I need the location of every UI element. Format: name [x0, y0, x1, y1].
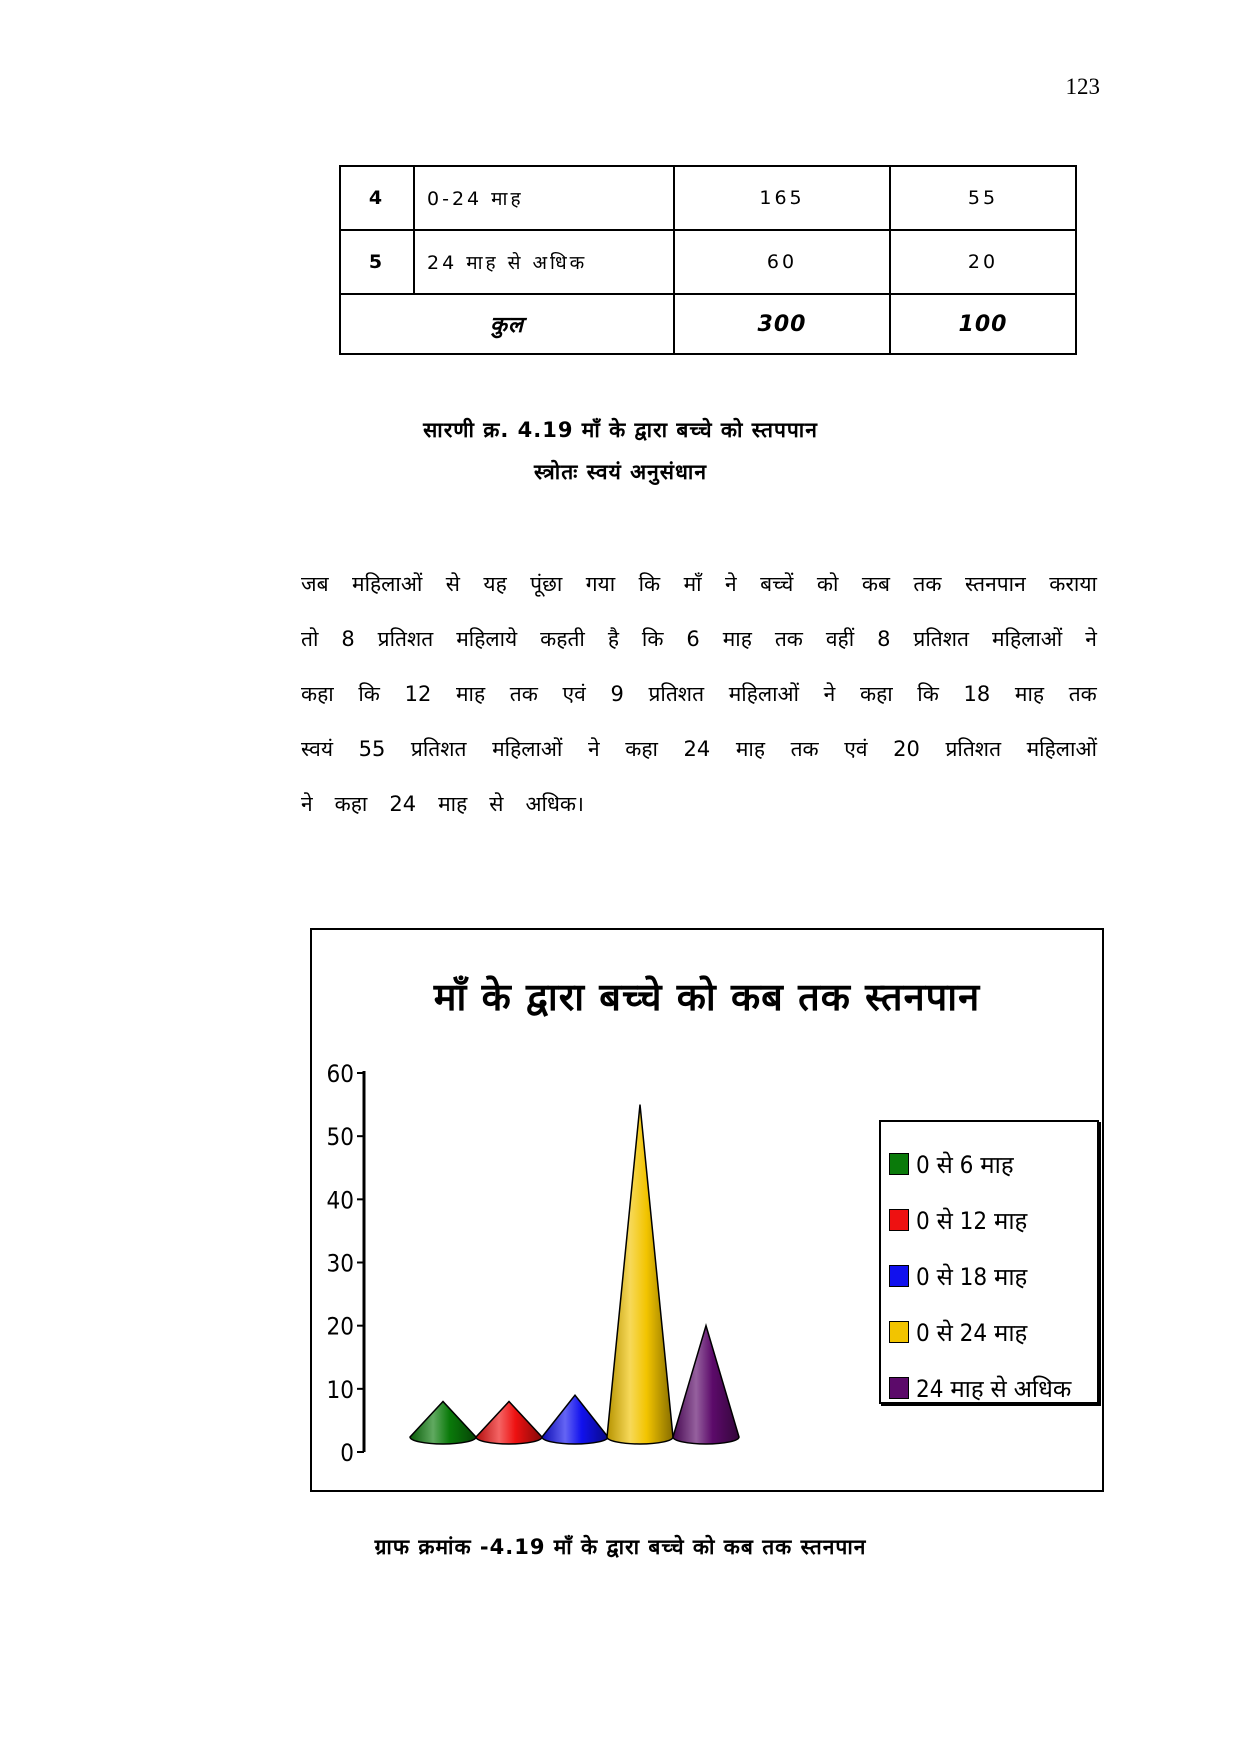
table-cell-sn: 4 [340, 166, 414, 230]
legend-swatch [889, 1209, 909, 1231]
paragraph-word: प्रतिशत [410, 737, 467, 761]
paragraph-word: कराया [1049, 572, 1097, 596]
paragraph-word: 8 [877, 627, 891, 651]
paragraph-word: कि [358, 682, 380, 706]
paragraph-word: वहीं [825, 627, 855, 651]
paragraph-word: कि [917, 682, 939, 706]
paragraph-word: 12 [404, 682, 432, 706]
data-table [339, 165, 1077, 355]
paragraph-word: महिलाओं [728, 682, 799, 706]
table-cell-count: 60 [674, 230, 890, 294]
legend-label: 0 से 24 माह [916, 1318, 1028, 1347]
legend-swatch [889, 1153, 909, 1175]
paragraph-word: है [607, 627, 619, 651]
table-cell-count: 165 [674, 166, 890, 230]
source-line: स्त्रोतः स्वयं अनुसंधान [534, 460, 707, 484]
paragraph-word: 55 [358, 737, 386, 761]
paragraph-word: पूंछा [530, 572, 563, 596]
y-tick-label: 60 [326, 1060, 354, 1088]
paragraph-word: को [816, 572, 839, 596]
legend-swatch [889, 1321, 909, 1343]
legend-swatch [889, 1265, 909, 1287]
legend-swatch [889, 1377, 909, 1399]
paragraph-word: तक [509, 682, 538, 706]
paragraph-word: कि [641, 627, 664, 651]
table-row [340, 230, 1076, 294]
total-percent: 100 [890, 294, 1076, 354]
paragraph-word: प्रतिशत [648, 682, 705, 706]
legend-label: 0 से 12 माह [916, 1206, 1028, 1235]
paragraph-word: बच्चें [760, 572, 794, 596]
y-tick-label: 10 [326, 1375, 354, 1404]
y-tick-label: 30 [326, 1249, 354, 1278]
paragraph-word: महिलाओं [991, 627, 1063, 651]
paragraph-word: स्तनपान [964, 572, 1026, 596]
paragraph-word: माह [455, 682, 486, 706]
table-row [340, 166, 1076, 230]
legend-item [881, 1192, 1097, 1248]
paragraph-word: माह [1014, 682, 1045, 706]
paragraph-word: महिलाओं [352, 572, 423, 596]
paragraph-word: ने [301, 792, 313, 816]
cone-bar [476, 1401, 542, 1444]
legend-item [881, 1304, 1097, 1360]
table-cell-percent: 20 [890, 230, 1076, 294]
paragraph-word: ने [725, 572, 737, 596]
table-cell-percent: 55 [890, 166, 1076, 230]
paragraph-word: एवं [844, 737, 868, 761]
page-number: 123 [1065, 74, 1100, 99]
paragraph-word: 24 [389, 792, 417, 816]
paragraph-word: एवं [562, 682, 586, 706]
paragraph-word: ने [1085, 627, 1097, 651]
paragraph-word: तो [301, 627, 319, 651]
paragraph-line [301, 612, 1097, 667]
paragraph-line [301, 722, 1097, 777]
graph-caption: ग्राफ क्रमांक -4.19 माँ के द्वारा बच्चे को कब तक स्तनपान [374, 1535, 867, 1559]
y-tick-label: 40 [326, 1186, 354, 1215]
paragraph-word: कहती [540, 627, 585, 651]
paragraph-word: 8 [341, 627, 355, 651]
chart-legend [879, 1120, 1099, 1404]
paragraph-line [301, 667, 1097, 722]
paragraph-word: तक [913, 572, 942, 596]
paragraph-word: जब [301, 572, 329, 596]
paragraph-word: प्रतिशत [377, 627, 434, 651]
paragraph-word: 9 [610, 682, 624, 706]
paragraph-word: कहा [859, 682, 893, 706]
paragraph-word: गया [585, 572, 616, 596]
chart-title: माँ के द्वारा बच्चे को कब तक स्तनपान [433, 975, 981, 1019]
total-count: 300 [674, 294, 890, 354]
paragraph-word: कहा [625, 737, 658, 761]
paragraph-word: ने [823, 682, 836, 706]
paragraph-word: माह [722, 627, 752, 651]
paragraph-word: प्रतिशत [945, 737, 1002, 761]
body-paragraph [301, 557, 1097, 832]
paragraph-word: ने [587, 737, 600, 761]
legend-label: 0 से 18 माह [916, 1262, 1028, 1291]
paragraph-word: प्रतिशत [913, 627, 970, 651]
paragraph-word: माह [438, 792, 468, 816]
paragraph-word: महिलाओं [492, 737, 563, 761]
chart-box [310, 928, 1104, 1492]
paragraph-word: माँ [683, 572, 702, 596]
total-label: कुल [340, 294, 674, 354]
legend-item [881, 1136, 1097, 1192]
table-cell-sn: 5 [340, 230, 414, 294]
paragraph-word: कहा [334, 792, 368, 816]
paragraph-word: माह [735, 737, 765, 761]
paragraph-word: यह [483, 572, 507, 596]
paragraph-word: महिलाओं [1026, 737, 1097, 761]
table-caption: सारणी क्र. 4.19 माँ के द्वारा बच्चे को स्तपपान [423, 418, 818, 442]
paragraph-line [301, 557, 1097, 612]
cone-bar [673, 1326, 739, 1444]
paragraph-word: 18 [963, 682, 991, 706]
paragraph-word: स्वयं [301, 737, 334, 761]
cone-bar [542, 1395, 608, 1444]
paragraph-word: से [489, 792, 504, 816]
paragraph-word: 20 [893, 737, 920, 761]
table-total-row [340, 294, 1076, 354]
legend-item [881, 1360, 1097, 1416]
paragraph-word: तक [790, 737, 819, 761]
table-cell-label: 24 माह से अधिक [414, 230, 674, 294]
paragraph-word: तक [1068, 682, 1097, 706]
y-tick-label: 50 [326, 1123, 354, 1152]
table-cell-label: 0-24 माह [414, 166, 674, 230]
legend-label: 0 से 6 माह [916, 1150, 1014, 1179]
paragraph-word: कब [861, 572, 890, 596]
paragraph-word: अधिक। [525, 792, 584, 816]
paragraph-word: महिलाये [456, 627, 518, 651]
paragraph-word: 24 [683, 737, 711, 761]
paragraph-line [301, 777, 1097, 832]
legend-item [881, 1248, 1097, 1304]
paragraph-word: कहा [301, 682, 334, 706]
paragraph-word: 6 [686, 627, 700, 651]
y-tick-label: 20 [326, 1312, 354, 1341]
y-tick-label: 0 [340, 1439, 354, 1467]
paragraph-word: तक [774, 627, 803, 651]
legend-label: 24 माह से अधिक [916, 1374, 1072, 1403]
paragraph-word: से [445, 572, 460, 596]
cone-bar [607, 1105, 673, 1444]
cone-bar [410, 1401, 476, 1444]
paragraph-word: कि [638, 572, 661, 596]
